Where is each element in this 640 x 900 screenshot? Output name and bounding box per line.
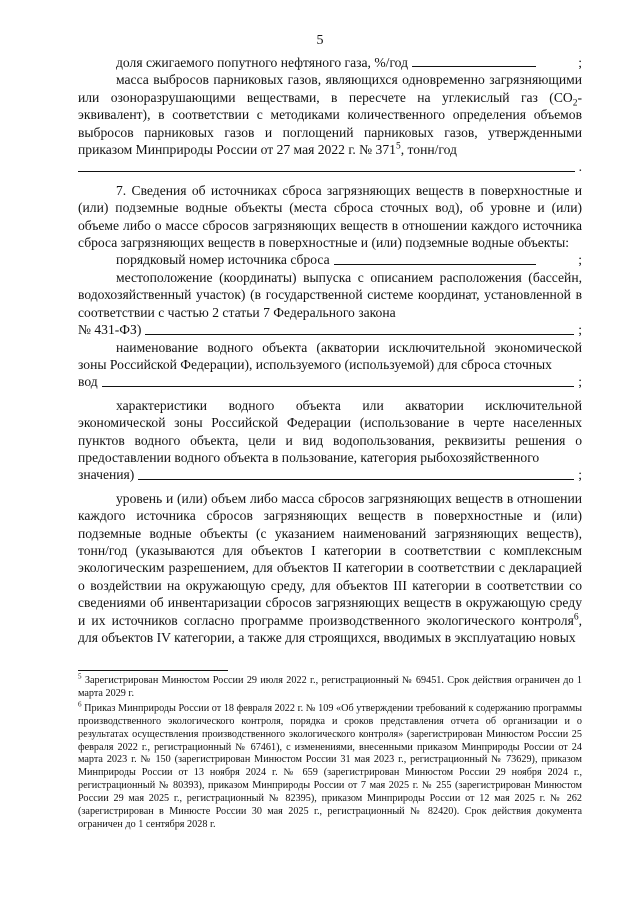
discharge-source-number-line bbox=[78, 251, 582, 268]
discharge-source-number-label: порядковый номер источника сброса bbox=[116, 252, 330, 268]
footnote-ref-6: 6 bbox=[573, 612, 579, 623]
water-body-name-tail-line bbox=[78, 373, 582, 390]
footnote-mark: 5 bbox=[78, 672, 82, 681]
footnote-text: Приказ Минприроды России от 18 февраля 2022 г. № 109 «Об утверждении требований к содержанию программы производственного экологического контроля, порядка и сроков представления отчета об организации и о результатах осуществления производственного экологического контроля» (зарегистрирован Минюстом России 25 февраля 2022 г., регистрационный № 67461), с изменениями, внесенными приказом Минприроды России от 24 марта 2023 г. № 150 (зарегистрирован Минюстом России 31 мая 2023 г., регистрационный № 73629), приказом Минприроды России от 13 ноября 2024 г. № 659 (зарегистрирован Минюстом России 29 ноября 2024 г., регистрационный № 80393), приказом Минприроды России от 7 мая 2025 г. № 255 (зарегистрирован Минюстом России 29 мая 2025 г., регистрационный № 82395), приказом Минприроды России от 12 мая 2025 г. № 262 (зарегистрирован в Минюсте России 30 мая 2025 г., регистрационный № 82420). Срок действия документа ограничен до 1 сентября 2028 г. bbox=[78, 702, 583, 830]
document-body bbox=[78, 54, 582, 646]
footnote-6 bbox=[78, 700, 583, 832]
footnote-5 bbox=[78, 672, 582, 701]
greenhouse-gas-mass-paragraph: масса выбросов парниковых газов, являющихся одновременно загрязняющими или озоноразрушающими веществами, в пересчете на углекислый газ $(CO_2-эквивалент)$, в соответствии с методиками количественного определения объемов выбросов парниковых газов и поглощений парниковых газов, утвержденными приказом Минприроды России от 27 мая 2022 г. № $371^5$, тонн/год bbox=[78, 72, 582, 158]
section-7-intro: 7. Сведения об источниках сброса загрязняющих веществ в поверхностные и (или) подземные водные объекты (места сброса сточных вод), об уровне и (или) объеме либо о массе сбросов загрязняющих веществ в отношении каждого источника сброса загрязняющих веществ в поверхностные и (или) подземные водные объекты: bbox=[78, 182, 582, 251]
line-end-punct: ; bbox=[578, 374, 582, 390]
flared-gas-share-line bbox=[78, 54, 582, 71]
water-body-characteristics-tail-line bbox=[78, 466, 582, 483]
fill-in-blank bbox=[78, 171, 575, 172]
footnote-mark: 6 bbox=[78, 700, 82, 709]
fill-in-blank bbox=[412, 66, 536, 67]
fill-in-blank bbox=[334, 264, 537, 265]
line-end-punct: ; bbox=[578, 322, 582, 338]
footnote-text: Зарегистрирован Минюстом России 29 июля 2022 г., регистрационный № 69451. Срок действия ограничен до 1 марта 2029 г. bbox=[78, 675, 582, 699]
water-body-characteristics-paragraph: характеристики водного объекта или акватории исключительной экономической зоны Российской Федерации (использование в черте населенных пунктов водного объекта, цели и вид водопользования, реквизиты решения о предоставлении водного объекта в пользование, категория рыбохозяйственного bbox=[78, 397, 582, 465]
line-end-punct: . bbox=[578, 159, 582, 175]
greenhouse-gas-blank-line bbox=[78, 158, 582, 175]
water-body-characteristics-tail: значения) bbox=[78, 467, 135, 483]
line-end-punct: ; bbox=[578, 55, 582, 70]
footnotes bbox=[78, 672, 583, 834]
co2-subscript: 2 bbox=[572, 98, 578, 109]
outlet-location-paragraph: местоположение (координаты) выпуска с описанием расположения (бассейн, водохозяйственный участок) (в государственной системе координат, установленной в соответствии с частью 2 статьи 7 Федерального закона bbox=[78, 269, 582, 320]
footnote-separator bbox=[78, 670, 228, 671]
outlet-location-tail-line bbox=[78, 321, 582, 338]
footnote-ref-5: 5 bbox=[395, 141, 401, 152]
flared-gas-share-label: доля сжигаемого попутного нефтяного газа, %/год bbox=[116, 55, 408, 70]
fill-in-blank bbox=[102, 386, 575, 387]
line-end-punct: ; bbox=[578, 467, 582, 483]
page-number: 5 bbox=[316, 33, 324, 48]
fill-in-blank bbox=[138, 479, 574, 480]
water-body-name-tail: вод bbox=[78, 374, 98, 390]
discharge-level-paragraph: уровень и (или) объем либо масса сбросов загрязняющих веществ в отношении каждого источника сбросов загрязняющих веществ в поверхностные и (или) подземные водные объекты (с указанием наименований загрязняющих веществ), тонн/год (указываются для объектов I категории в соответствии с комплексным экологическим разрешением, для объектов II категории в соответствии с декларацией о воздействии на окружающую среду, для объектов III категории в соответствии со сведениями об инвентаризации сбросов загрязняющих веществ в окружающую среду и их источников согласно программе производственного экологического контроля$^6$, для объектов IV категории, а также для строящихся, вводимых в эксплуатацию новых bbox=[78, 490, 582, 645]
line-end-punct: ; bbox=[578, 252, 582, 268]
fill-in-blank bbox=[145, 334, 574, 335]
water-body-name-paragraph: наименование водного объекта (акватории исключительной экономической зоны Российской Федерации), используемого (используемой) для сброса сточных bbox=[78, 339, 582, 372]
outlet-location-tail: № 431-ФЗ) bbox=[78, 322, 142, 338]
